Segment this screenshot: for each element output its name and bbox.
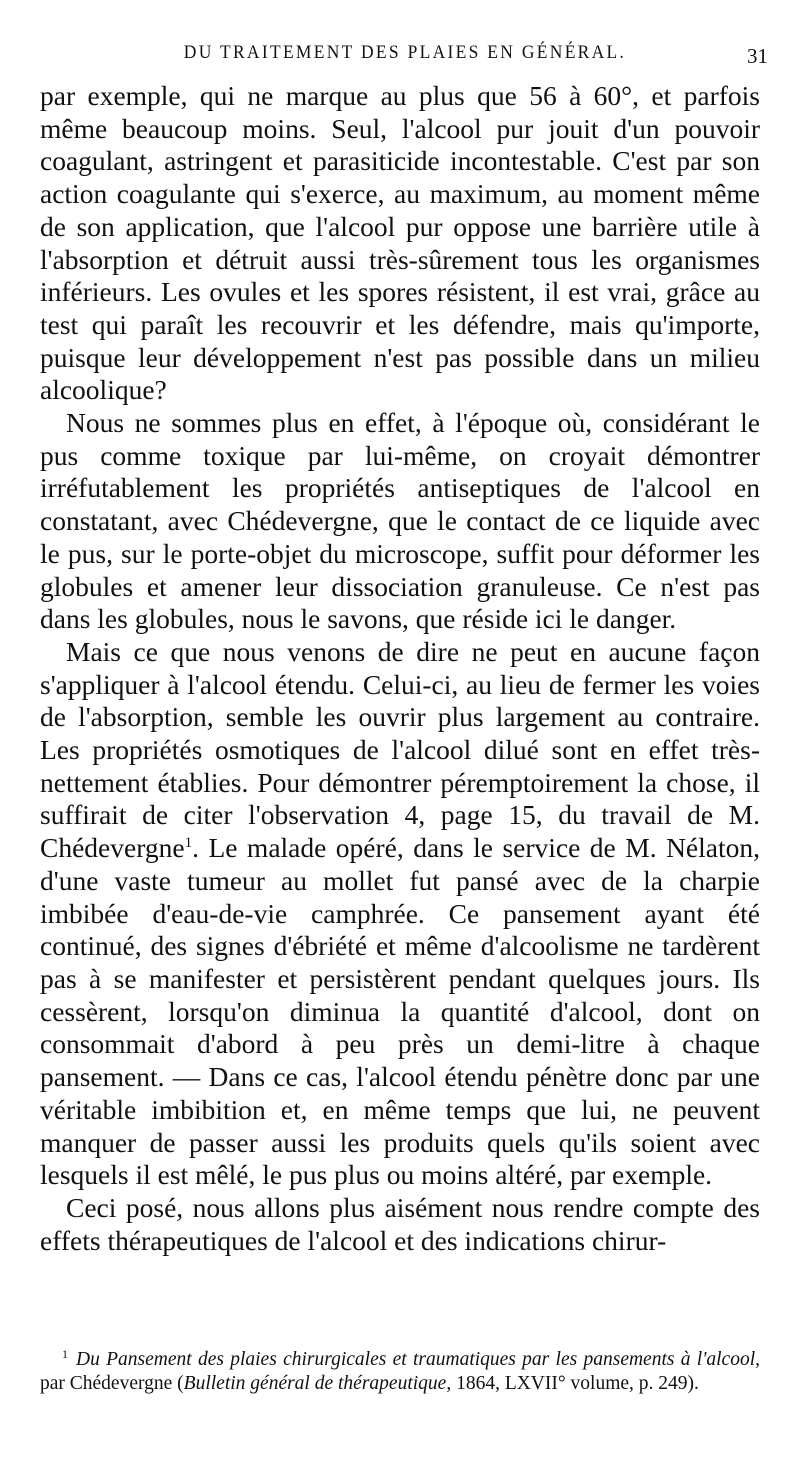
footnote-label: 1 xyxy=(62,1346,68,1361)
paragraph-3-text-start: Mais ce que nous venons de dire ne peut en aucune façon s'appliquer à l'alcool étendu. Celui-ci, au lieu de fermer les voies de l'absorption, semble les ouvrir plus largement au contraire. Les propriétés osmotiques de l'alcool dilué sont en effet très-nettement établies. Pour démontrer péremptoirement la chose, il suffirait de citer l'observation 4, page 15, du travail de M. Chédevergne xyxy=(40,635,760,864)
footnote-reference: 1 xyxy=(184,835,193,852)
body-text xyxy=(40,80,760,1257)
footnote-details: 1864, LXVII° volume, p. 249). xyxy=(456,1373,699,1394)
paragraph-1: par exemple, qui ne marque au plus que 56 à 60°, et parfois même beaucoup moins. Seul, l'alcool pur jouit d'un pouvoir coagulant, astringent et parasiticide incontestable. C'est par son action coagulante qui s'exerce, au maximum, au moment même de son application, que l'alcool pur oppose une barrière utile à l'absorption et détruit aussi très-sûrement tous les organismes inférieurs. Les ovules et les spores résistent, il est vrai, grâce au test qui paraît les recouvrir et les défendre, mais qu'importe, puisque leur développement n'est pas possible dans un milieu alcoolique? xyxy=(40,80,760,406)
running-title: DU TRAITEMENT DES PLAIES EN GÉNÉRAL. xyxy=(183,42,627,63)
page-number: 31 xyxy=(747,44,768,68)
footnote-title: Du Pansement des plaies chirurgicales et traumatiques par les pansements à l'alcool, xyxy=(76,1349,760,1370)
paragraph-4: Ceci posé, nous allons plus aisément nous rendre compte des effets thérapeutiques de l'alcool et des indications chirur- xyxy=(40,1191,760,1256)
paragraph-2: Nous ne sommes plus en effet, à l'époque où, considérant le pus comme toxique par lui-même, on croyait démontrer irréfutablement les propriétés antiseptiques de l'alcool en constatant, avec Chédevergne, que le contact de ce liquide avec le pus, sur le porte-objet du microscope, suffit pour déformer les globules et amener leur dissociation granuleuse. Ce n'est pas dans les globules, nous le savons, que réside ici le danger. xyxy=(40,407,760,635)
footnotes xyxy=(40,1348,760,1396)
footnote-journal: Bulletin général de thérapeutique, xyxy=(183,1373,452,1394)
footnote-1 xyxy=(40,1348,760,1396)
footnote-author: par Chédevergne ( xyxy=(40,1373,184,1394)
paragraph-3-text-end: . Le malade opéré, dans le service de M. Nélaton, d'une vaste tumeur au mollet fut pansé avec de la charpie imbibée d'eau-de-vie camphrée. Ce pansement ayant été continué, des signes d'ébriété et même d'alcoolisme ne tardèrent pas à se manifester et persistèrent pendant quelques jours. Ils cessèrent, lorsqu'on diminua la quantité d'alcool, dont on consommait d'abord à peu près un demi-litre à chaque pansement. — Dans ce cas, l'alcool étendu pénètre donc par une véritable imbibition et, en même temps que lui, ne peuvent manquer de passer aussi les produits quels qu'ils soient avec lesquels il est mêlé, le pus plus ou moins altéré, par exemple. xyxy=(40,832,760,1191)
paragraph-3 xyxy=(40,636,760,1192)
running-head xyxy=(40,42,770,72)
